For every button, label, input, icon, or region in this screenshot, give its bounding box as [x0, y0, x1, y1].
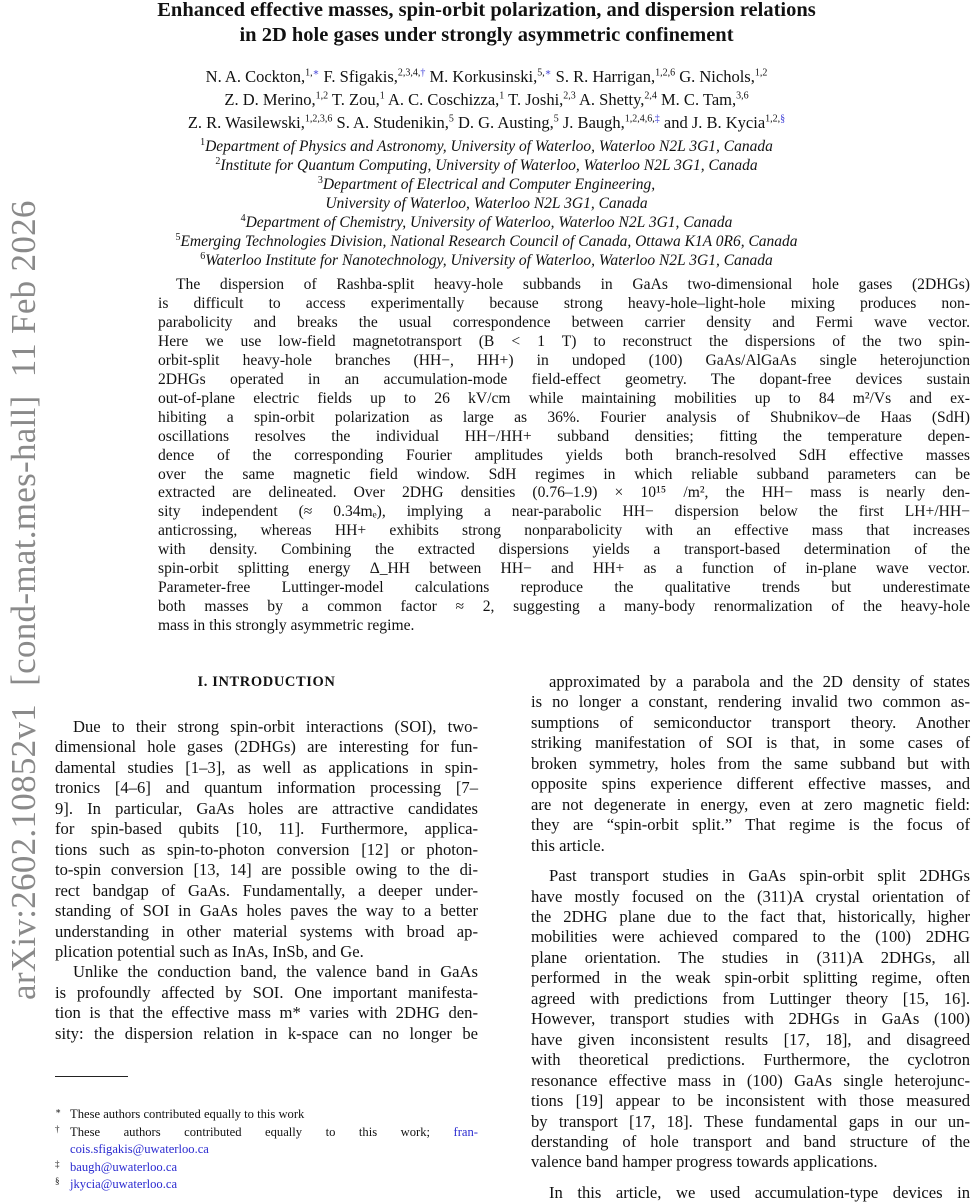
author-name: and J. B. Kycia	[663, 113, 766, 132]
intro-paragraph	[531, 672, 970, 856]
text-line: over the same magnetic field window. SdH regimes in which reliable subband parameters can be	[158, 465, 970, 483]
author-affiliation-numbers: 1	[379, 90, 385, 102]
author-affiliation-numbers: 1	[499, 90, 505, 102]
text-line: valence band hamper progress towards applications.	[531, 1152, 878, 1172]
email-link[interactable]: cois.sfigakis@uwaterloo.ca	[70, 1142, 209, 1157]
text-line: the 2DHG plane due to the fact that, historically, higher	[531, 906, 970, 926]
author-affiliation-numbers: 1,2,6	[655, 67, 676, 79]
author-affiliation-numbers: 5	[553, 113, 559, 125]
affiliation	[0, 194, 973, 213]
text-line: spin-orbit splitting energy Δ_HH between HH− and HH+ as a function of in-plane wave vector.	[158, 560, 970, 578]
author-footnote-mark[interactable]: †	[420, 67, 426, 79]
affiliation-text: Emerging Technologies Division, National Research Council of Canada, Ottawa K1A 0R6, Canada	[180, 233, 798, 250]
author-affiliation-numbers: 1,2,3,6	[304, 113, 333, 125]
affiliation-text: Department of Chemistry, University of Waterloo, Waterloo N2L 3G1, Canada	[245, 214, 733, 231]
text-line: Due to their strong spin-orbit interactions (SOI), two-	[73, 717, 478, 736]
author-name: F. Sfigakis,	[323, 67, 398, 86]
author	[224, 90, 328, 109]
author-name: S. R. Harrigan,	[555, 67, 656, 86]
footnote	[55, 1159, 478, 1177]
text-line: agreed with predictions from Luttinger theory [15, 16].	[531, 988, 970, 1008]
affiliation	[0, 137, 973, 156]
author-footnote-mark[interactable]: ‡	[654, 113, 660, 125]
footnote	[55, 1124, 478, 1159]
text-line: this article.	[531, 835, 605, 855]
text-line: sumptions of semiconductor transport theory. Another	[531, 712, 970, 732]
author	[563, 113, 660, 132]
text-line: anticrossing, whereas HH+ exhibits strong nonparabolicity with an effective mass that increases	[158, 522, 970, 540]
text-line: derstanding of hole transport and band structure of the	[531, 1131, 970, 1151]
footnote-mark: ‡	[55, 1158, 60, 1169]
author-affiliation-numbers: 1,	[305, 67, 313, 79]
author	[664, 113, 785, 132]
text-line: resonance effective mass in (100) GaAs single heterojunc-	[531, 1070, 970, 1090]
author	[458, 113, 559, 132]
author-footnote-mark[interactable]: §	[780, 113, 786, 125]
author	[188, 113, 333, 132]
author-line	[0, 111, 973, 134]
abstract	[158, 276, 970, 636]
section-heading-introduction: I. INTRODUCTION	[197, 674, 336, 690]
arxiv-identifier-stamp: arXiv:2602.10852v1 [cond-mat.mes-hall] 11 Feb 2026	[4, 200, 43, 1000]
text-line: to-spin conversion [13, 14] are possible owing to the di-	[55, 860, 478, 880]
author-footnote-mark[interactable]: ∗	[312, 67, 320, 79]
text-line: is profoundly affected by SOI. One important manifesta-	[55, 982, 478, 1002]
author-affiliation-numbers: 5	[448, 113, 454, 125]
text-line: orbit-split heavy-hole branches (HH−, HH+) in undoped (100) GaAs/AlGaAs single heterojunction	[158, 351, 970, 369]
text-line: tions such as spin-to-photon conversion [12] or photon-	[55, 839, 478, 859]
text-line: tronics [4–6] and quantum information processing [7–	[55, 778, 478, 798]
text-line: In this article, we used accumulation-type devices in	[549, 1182, 970, 1202]
text-line: plication potential such as InAs, InSb, and Ge.	[55, 941, 364, 961]
text-line: striking manifestation of SOI is that, in some cases of	[531, 733, 970, 753]
author-affiliation-numbers: 5,	[537, 67, 545, 79]
text-line: tions [19] appear to be inconsistent with those measured	[531, 1091, 970, 1111]
text-line: Unlike the conduction band, the valence band in GaAs	[73, 962, 478, 982]
author	[430, 67, 552, 86]
author-affiliation-numbers: 2,3,4,	[397, 67, 421, 79]
footnote	[55, 1106, 478, 1124]
author-affiliation-numbers: 1,2	[754, 67, 768, 79]
affiliation-number: 6	[200, 250, 206, 262]
text-line: Here we use low-field magnetotransport (B < 1 T) to reconstruct the dispersions of the two spin-	[158, 332, 970, 350]
author-line	[0, 88, 973, 111]
author-affiliation-numbers: 2,3	[563, 90, 576, 102]
text-line: opposite spins experience different effective masses, and	[531, 774, 970, 794]
affiliation	[0, 156, 973, 175]
author-name: G. Nichols,	[679, 67, 755, 86]
text-line: 2DHGs operated in an accumulation-mode field-effect geometry. The dopant-free devices sustain	[158, 370, 970, 388]
abstract-paragraph	[158, 276, 970, 636]
text-line: understanding in other material systems with broad ap-	[55, 921, 478, 941]
author-name: T. Zou,	[331, 90, 380, 109]
intro-paragraph	[531, 866, 970, 1173]
text-line: parabolicity and breaks the usual correspondence between carrier density and Fermi wave vector.	[158, 313, 970, 331]
text-line: plane orientation. The studies in (311)A 2DHGs, all	[531, 947, 970, 967]
title-line: in 2D hole gases under strongly asymmetric confinement	[239, 24, 734, 46]
affiliation	[0, 232, 973, 251]
intro-paragraph	[55, 717, 478, 962]
text-line: mass in this strongly asymmetric regime.	[158, 617, 415, 635]
text-line: are not degenerate in energy, even at zero magnetic field:	[531, 794, 970, 814]
affiliation-text: Department of Physics and Astronomy, University of Waterloo, Waterloo N2L 3G1, Canada	[205, 138, 773, 155]
author-name: M. Korkusinski,	[429, 67, 538, 86]
affiliation-number: 2	[215, 155, 221, 167]
footnote-mark: ∗	[55, 1106, 62, 1116]
text-line: for spin-based qubits [10, 11]. Furthermore, applica-	[55, 819, 478, 839]
text-line: hibiting a spin-orbit polarization as large as 36%. Fourier analysis of Shubnikov–de Haas (SdH)	[158, 408, 970, 426]
paper-title	[0, 0, 973, 48]
author-name: M. C. Tam,	[661, 90, 737, 109]
text-line: rect bandgap of GaAs. Fundamentally, a deeper under-	[55, 880, 478, 900]
footnote	[55, 1176, 478, 1194]
author-footnote-mark[interactable]: ∗	[544, 67, 552, 79]
text-line: by transport [17, 18]. These fundamental gaps in our un-	[531, 1111, 970, 1131]
email-link[interactable]: fran-	[453, 1124, 478, 1139]
email-link[interactable]: baugh@uwaterloo.ca	[70, 1159, 178, 1174]
text-line: tion is that the effective mass m* varies with 2DHG den-	[55, 1003, 478, 1023]
author	[679, 67, 767, 86]
author-name: Z. D. Merino,	[224, 90, 316, 109]
text-line: is no longer a constant, rendering invalid two common as-	[531, 692, 970, 712]
author-name: N. A. Cockton,	[205, 67, 306, 86]
affiliation-number: 5	[175, 231, 181, 243]
affiliation	[0, 175, 973, 194]
footnote-text: These authors contributed equally to this work	[70, 1107, 305, 1121]
text-line: broken symmetry, holes from the same subband but with	[531, 753, 970, 773]
right-column-body	[531, 672, 970, 1203]
text-line: with theoretical predictions. Furthermore, the cyclotron	[531, 1050, 970, 1070]
text-line: Past transport studies in GaAs spin-orbit split 2DHGs	[549, 866, 970, 886]
text-line: sity: the dispersion relation in k-space can no longer be	[55, 1023, 478, 1043]
author-name: T. Joshi,	[508, 90, 564, 109]
footnote-mark: †	[55, 1123, 60, 1134]
author-affiliation-numbers: 1,2,4,6,	[624, 113, 655, 125]
author-line	[0, 65, 973, 88]
affiliation-number: 4	[240, 212, 246, 224]
footnote-line	[70, 1124, 478, 1142]
author-name: J. Baugh,	[562, 113, 625, 132]
affiliation-number: 3	[317, 174, 323, 186]
author	[206, 67, 320, 86]
affiliation-text: Institute for Quantum Computing, University of Waterloo, Waterloo N2L 3G1, Canada	[220, 157, 758, 174]
text-line: have mostly focused on the (311)A crystal orientation of	[531, 886, 970, 906]
footnote-divider	[55, 1076, 128, 1077]
text-line: However, transport studies with 2DHGs in GaAs (100)	[531, 1009, 970, 1029]
affiliation	[0, 213, 973, 232]
footnote-text: These authors contributed equally to this work;	[70, 1124, 430, 1139]
title-line: Enhanced effective masses, spin-orbit polarization, and dispersion relations	[157, 0, 816, 21]
text-line: both masses by a common factor ≈ 2, suggesting a many-body renormalization of the heavy-hole	[158, 598, 970, 616]
footnotes	[55, 1106, 478, 1194]
author	[337, 113, 454, 132]
author-affiliation-numbers: 3,6	[736, 90, 749, 102]
author	[579, 90, 657, 109]
affiliation-number: 1	[200, 136, 206, 148]
affiliation-text: University of Waterloo, Waterloo N2L 3G1, Canada	[325, 195, 648, 212]
affiliation	[0, 251, 973, 270]
text-line: oscillations resolves the individual HH−/HH+ subband densities; fitting the temperature depen-	[158, 427, 970, 445]
author-name: Z. R. Wasilewski,	[187, 113, 305, 132]
author	[324, 67, 426, 86]
author-affiliation-numbers: 1,2,	[765, 113, 781, 125]
text-line: out-of-plane electric fields up to 26 kV/cm while maintaining mobilities up to 84 m²/Vs and ex-	[158, 389, 970, 407]
text-line: mobilities were achieved compared to the (100) 2DHG	[531, 927, 970, 947]
author-name: S. A. Studenikin,	[336, 113, 449, 132]
text-line: approximated by a parabola and the 2D density of states	[549, 672, 970, 691]
text-line: they are “spin-orbit split.” That regime is the focus of	[531, 815, 970, 835]
text-line: The dispersion of Rashba-split heavy-hole subbands in GaAs two-dimensional hole gases (2DHGs)	[176, 276, 970, 293]
intro-paragraph	[55, 962, 478, 1044]
affiliation-list	[0, 137, 973, 270]
author	[556, 67, 675, 86]
author-name: A. Shetty,	[579, 90, 645, 109]
left-column-body	[55, 717, 478, 1044]
text-line: extracted are delineated. Over 2DHG densities (0.76–1.9) × 10¹⁵ /m², the HH− mass is nearly den-	[158, 484, 970, 502]
author	[508, 90, 576, 109]
author-list	[0, 65, 973, 134]
text-line: standing of SOI in GaAs holes paves the way to a better	[55, 901, 478, 921]
author	[388, 90, 504, 109]
text-line: dence of the corresponding Fourier amplitudes yields both branch-resolved SdH effective masses	[158, 446, 970, 464]
text-line: dimensional hole gases (2DHGs) are interesting for fun-	[55, 737, 478, 757]
paragraph-gap	[531, 1173, 970, 1183]
author-affiliation-numbers: 1,2	[315, 90, 329, 102]
text-line: have given inconsistent results [17, 18], and disagreed	[531, 1029, 970, 1049]
text-line: damental studies [1–3], as well as applications in spin-	[55, 757, 478, 777]
author-name: D. G. Austing,	[457, 113, 554, 132]
text-line: Parameter-free Luttinger-model calculations reproduce the qualitative trends but underestimate	[158, 579, 970, 597]
text-line: performed in the weak spin-orbit splitting regime, often	[531, 968, 970, 988]
text-line: 9]. In particular, GaAs holes are attractive candidates	[55, 798, 478, 818]
author-affiliation-numbers: 2,4	[644, 90, 657, 102]
author	[661, 90, 749, 109]
text-line: is difficult to access experimentally because strong heavy-hole–light-hole mixing produces non-	[158, 294, 970, 312]
text-line: with density. Combining the extracted dispersions yields a transport-based determination of the	[158, 541, 970, 559]
author	[332, 90, 385, 109]
author-name: A. C. Coschizza,	[387, 90, 500, 109]
paragraph-gap	[531, 856, 970, 866]
email-link[interactable]: jkycia@uwaterloo.ca	[70, 1177, 178, 1192]
affiliation-text: Waterloo Institute for Nanotechnology, University of Waterloo, Waterloo N2L 3G1, Canada	[205, 252, 773, 269]
footnote-mark: §	[55, 1176, 60, 1187]
text-line: sity independent (≈ 0.34mₑ), implying a near-parabolic HH− dispersion below the first LH+/HH−	[158, 503, 970, 521]
affiliation-text: Department of Electrical and Computer Engineering,	[322, 176, 656, 193]
